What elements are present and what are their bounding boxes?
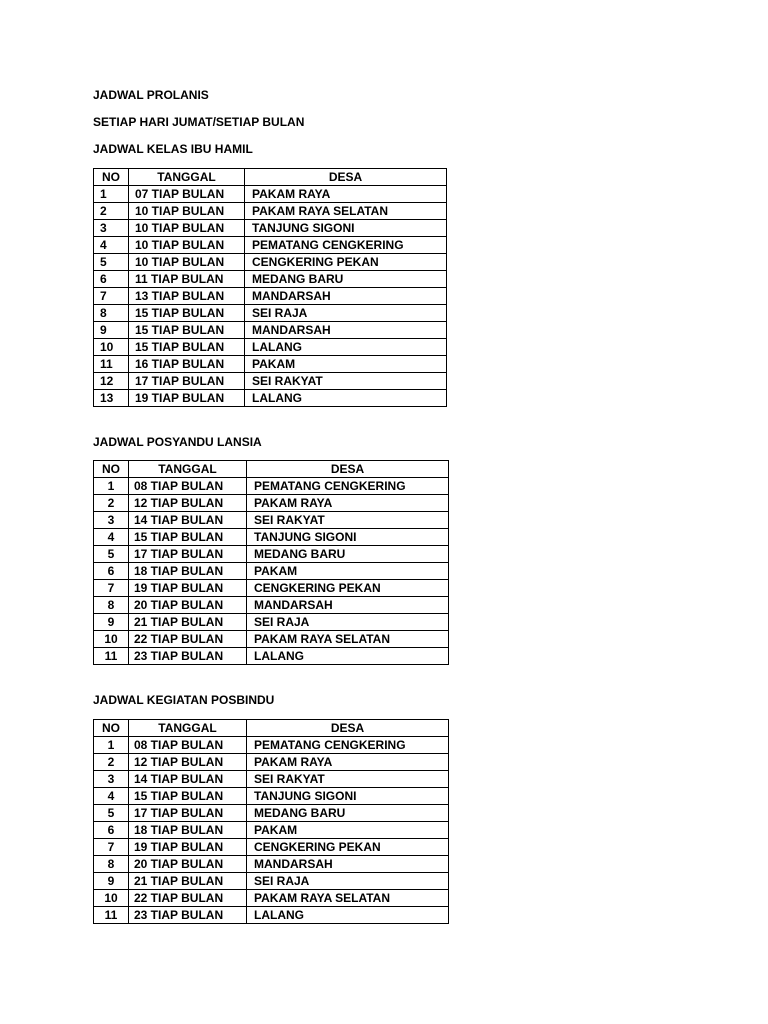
- cell-desa: PAKAM RAYA: [247, 754, 449, 771]
- cell-tanggal: 22 TIAP BULAN: [129, 890, 247, 907]
- cell-no: 2: [94, 203, 129, 220]
- table-row: [94, 805, 449, 822]
- cell-desa: PAKAM: [247, 563, 449, 580]
- table-row: [94, 839, 449, 856]
- cell-desa: MANDARSAH: [247, 597, 449, 614]
- cell-desa: CENGKERING PEKAN: [245, 254, 447, 271]
- cell-no: 12: [94, 373, 129, 390]
- cell-no: 13: [94, 390, 129, 407]
- cell-tanggal: 20 TIAP BULAN: [129, 856, 247, 873]
- cell-desa: PAKAM RAYA SELATAN: [245, 203, 447, 220]
- cell-tanggal: 12 TIAP BULAN: [129, 754, 247, 771]
- cell-tanggal: 21 TIAP BULAN: [129, 614, 247, 631]
- column-header-desa: DESA: [247, 720, 449, 737]
- table-row: [94, 305, 447, 322]
- cell-tanggal: 08 TIAP BULAN: [129, 478, 247, 495]
- table-row: [94, 580, 449, 597]
- cell-tanggal: 15 TIAP BULAN: [129, 529, 247, 546]
- cell-desa: PEMATANG CENGKERING: [247, 737, 449, 754]
- table-row: [94, 495, 449, 512]
- cell-desa: LALANG: [245, 339, 447, 356]
- cell-no: 5: [94, 546, 129, 563]
- cell-desa: LALANG: [247, 907, 449, 924]
- table-row: [94, 648, 449, 665]
- table-header-row: [94, 461, 449, 478]
- cell-tanggal: 17 TIAP BULAN: [129, 805, 247, 822]
- cell-tanggal: 13 TIAP BULAN: [129, 288, 245, 305]
- cell-desa: PAKAM RAYA: [245, 186, 447, 203]
- cell-tanggal: 07 TIAP BULAN: [129, 186, 245, 203]
- table-row: [94, 220, 447, 237]
- cell-tanggal: 19 TIAP BULAN: [129, 839, 247, 856]
- cell-tanggal: 17 TIAP BULAN: [129, 373, 245, 390]
- cell-tanggal: 18 TIAP BULAN: [129, 563, 247, 580]
- cell-desa: SEI RAKYAT: [247, 771, 449, 788]
- cell-no: 9: [94, 614, 129, 631]
- cell-desa: PAKAM: [247, 822, 449, 839]
- cell-desa: CENGKERING PEKAN: [247, 839, 449, 856]
- cell-desa: MEDANG BARU: [247, 805, 449, 822]
- cell-desa: MANDARSAH: [245, 322, 447, 339]
- cell-no: 5: [94, 254, 129, 271]
- table-row: [94, 512, 449, 529]
- table-row: [94, 254, 447, 271]
- heading-kelas-ibu-hamil: JADWAL KELAS IBU HAMIL: [93, 142, 253, 156]
- cell-no: 8: [94, 597, 129, 614]
- table-posyandu-lansia: [93, 460, 449, 665]
- cell-no: 4: [94, 788, 129, 805]
- cell-tanggal: 10 TIAP BULAN: [129, 203, 245, 220]
- cell-no: 10: [94, 631, 129, 648]
- table-row: [94, 737, 449, 754]
- cell-no: 11: [94, 356, 129, 373]
- cell-desa: PEMATANG CENGKERING: [247, 478, 449, 495]
- cell-desa: SEI RAKYAT: [245, 373, 447, 390]
- column-header-no: NO: [94, 169, 129, 186]
- cell-tanggal: 14 TIAP BULAN: [129, 512, 247, 529]
- cell-desa: PAKAM RAYA SELATAN: [247, 890, 449, 907]
- cell-no: 7: [94, 580, 129, 597]
- table-row: [94, 614, 449, 631]
- cell-tanggal: 23 TIAP BULAN: [129, 907, 247, 924]
- cell-desa: MANDARSAH: [245, 288, 447, 305]
- table-row: [94, 873, 449, 890]
- table-row: [94, 356, 447, 373]
- cell-desa: MEDANG BARU: [247, 546, 449, 563]
- cell-tanggal: 14 TIAP BULAN: [129, 771, 247, 788]
- table-row: [94, 563, 449, 580]
- cell-no: 7: [94, 288, 129, 305]
- cell-no: 8: [94, 305, 129, 322]
- table-kelas-ibu-hamil: [93, 168, 447, 407]
- cell-desa: SEI RAKYAT: [247, 512, 449, 529]
- heading-prolanis-schedule: SETIAP HARI JUMAT/SETIAP BULAN: [93, 115, 305, 129]
- table-row: [94, 271, 447, 288]
- cell-no: 6: [94, 271, 129, 288]
- column-header-no: NO: [94, 720, 129, 737]
- cell-no: 1: [94, 186, 129, 203]
- cell-desa: LALANG: [247, 648, 449, 665]
- cell-no: 9: [94, 322, 129, 339]
- cell-no: 10: [94, 890, 129, 907]
- table-row: [94, 788, 449, 805]
- cell-desa: MANDARSAH: [247, 856, 449, 873]
- cell-tanggal: 18 TIAP BULAN: [129, 822, 247, 839]
- table-header-row: [94, 169, 447, 186]
- table-row: [94, 322, 447, 339]
- table-row: [94, 822, 449, 839]
- table-posbindu: [93, 719, 449, 924]
- cell-tanggal: 19 TIAP BULAN: [129, 390, 245, 407]
- table-row: [94, 339, 447, 356]
- cell-no: 1: [94, 737, 129, 754]
- cell-no: 9: [94, 873, 129, 890]
- cell-tanggal: 10 TIAP BULAN: [129, 254, 245, 271]
- heading-posbindu: JADWAL KEGIATAN POSBINDU: [93, 693, 275, 707]
- table-row: [94, 856, 449, 873]
- cell-tanggal: 20 TIAP BULAN: [129, 597, 247, 614]
- cell-no: 2: [94, 754, 129, 771]
- cell-desa: PEMATANG CENGKERING: [245, 237, 447, 254]
- cell-no: 3: [94, 220, 129, 237]
- cell-tanggal: 19 TIAP BULAN: [129, 580, 247, 597]
- cell-no: 11: [94, 907, 129, 924]
- table-row: [94, 203, 447, 220]
- cell-no: 5: [94, 805, 129, 822]
- table-row: [94, 186, 447, 203]
- cell-no: 6: [94, 822, 129, 839]
- cell-no: 6: [94, 563, 129, 580]
- cell-tanggal: 10 TIAP BULAN: [129, 220, 245, 237]
- cell-desa: PAKAM RAYA: [247, 495, 449, 512]
- cell-desa: TANJUNG SIGONI: [247, 529, 449, 546]
- cell-desa: TANJUNG SIGONI: [247, 788, 449, 805]
- cell-tanggal: 15 TIAP BULAN: [129, 322, 245, 339]
- cell-desa: MEDANG BARU: [245, 271, 447, 288]
- table-row: [94, 890, 449, 907]
- cell-no: 4: [94, 237, 129, 254]
- column-header-tanggal: TANGGAL: [129, 169, 245, 186]
- table-row: [94, 546, 449, 563]
- cell-desa: SEI RAJA: [247, 614, 449, 631]
- heading-posyandu-lansia: JADWAL POSYANDU LANSIA: [93, 435, 262, 449]
- table-row: [94, 907, 449, 924]
- table-row: [94, 754, 449, 771]
- table-header-row: [94, 720, 449, 737]
- table-row: [94, 478, 449, 495]
- cell-desa: LALANG: [245, 390, 447, 407]
- cell-no: 3: [94, 512, 129, 529]
- column-header-tanggal: TANGGAL: [129, 720, 247, 737]
- cell-tanggal: 17 TIAP BULAN: [129, 546, 247, 563]
- table-row: [94, 631, 449, 648]
- cell-tanggal: 21 TIAP BULAN: [129, 873, 247, 890]
- cell-desa: TANJUNG SIGONI: [245, 220, 447, 237]
- cell-no: 3: [94, 771, 129, 788]
- column-header-desa: DESA: [247, 461, 449, 478]
- cell-no: 10: [94, 339, 129, 356]
- table-row: [94, 390, 447, 407]
- cell-tanggal: 15 TIAP BULAN: [129, 788, 247, 805]
- cell-no: 11: [94, 648, 129, 665]
- column-header-tanggal: TANGGAL: [129, 461, 247, 478]
- table-row: [94, 288, 447, 305]
- cell-no: 7: [94, 839, 129, 856]
- cell-desa: PAKAM RAYA SELATAN: [247, 631, 449, 648]
- cell-tanggal: 23 TIAP BULAN: [129, 648, 247, 665]
- cell-tanggal: 12 TIAP BULAN: [129, 495, 247, 512]
- column-header-desa: DESA: [245, 169, 447, 186]
- cell-desa: CENGKERING PEKAN: [247, 580, 449, 597]
- cell-tanggal: 22 TIAP BULAN: [129, 631, 247, 648]
- cell-no: 4: [94, 529, 129, 546]
- table-row: [94, 529, 449, 546]
- heading-prolanis: JADWAL PROLANIS: [93, 88, 209, 102]
- table-row: [94, 597, 449, 614]
- cell-no: 1: [94, 478, 129, 495]
- cell-tanggal: 15 TIAP BULAN: [129, 339, 245, 356]
- cell-desa: SEI RAJA: [247, 873, 449, 890]
- cell-no: 8: [94, 856, 129, 873]
- cell-desa: SEI RAJA: [245, 305, 447, 322]
- cell-tanggal: 10 TIAP BULAN: [129, 237, 245, 254]
- cell-tanggal: 15 TIAP BULAN: [129, 305, 245, 322]
- table-row: [94, 237, 447, 254]
- cell-tanggal: 16 TIAP BULAN: [129, 356, 245, 373]
- table-row: [94, 373, 447, 390]
- cell-no: 2: [94, 495, 129, 512]
- cell-desa: PAKAM: [245, 356, 447, 373]
- cell-tanggal: 11 TIAP BULAN: [129, 271, 245, 288]
- cell-tanggal: 08 TIAP BULAN: [129, 737, 247, 754]
- column-header-no: NO: [94, 461, 129, 478]
- table-row: [94, 771, 449, 788]
